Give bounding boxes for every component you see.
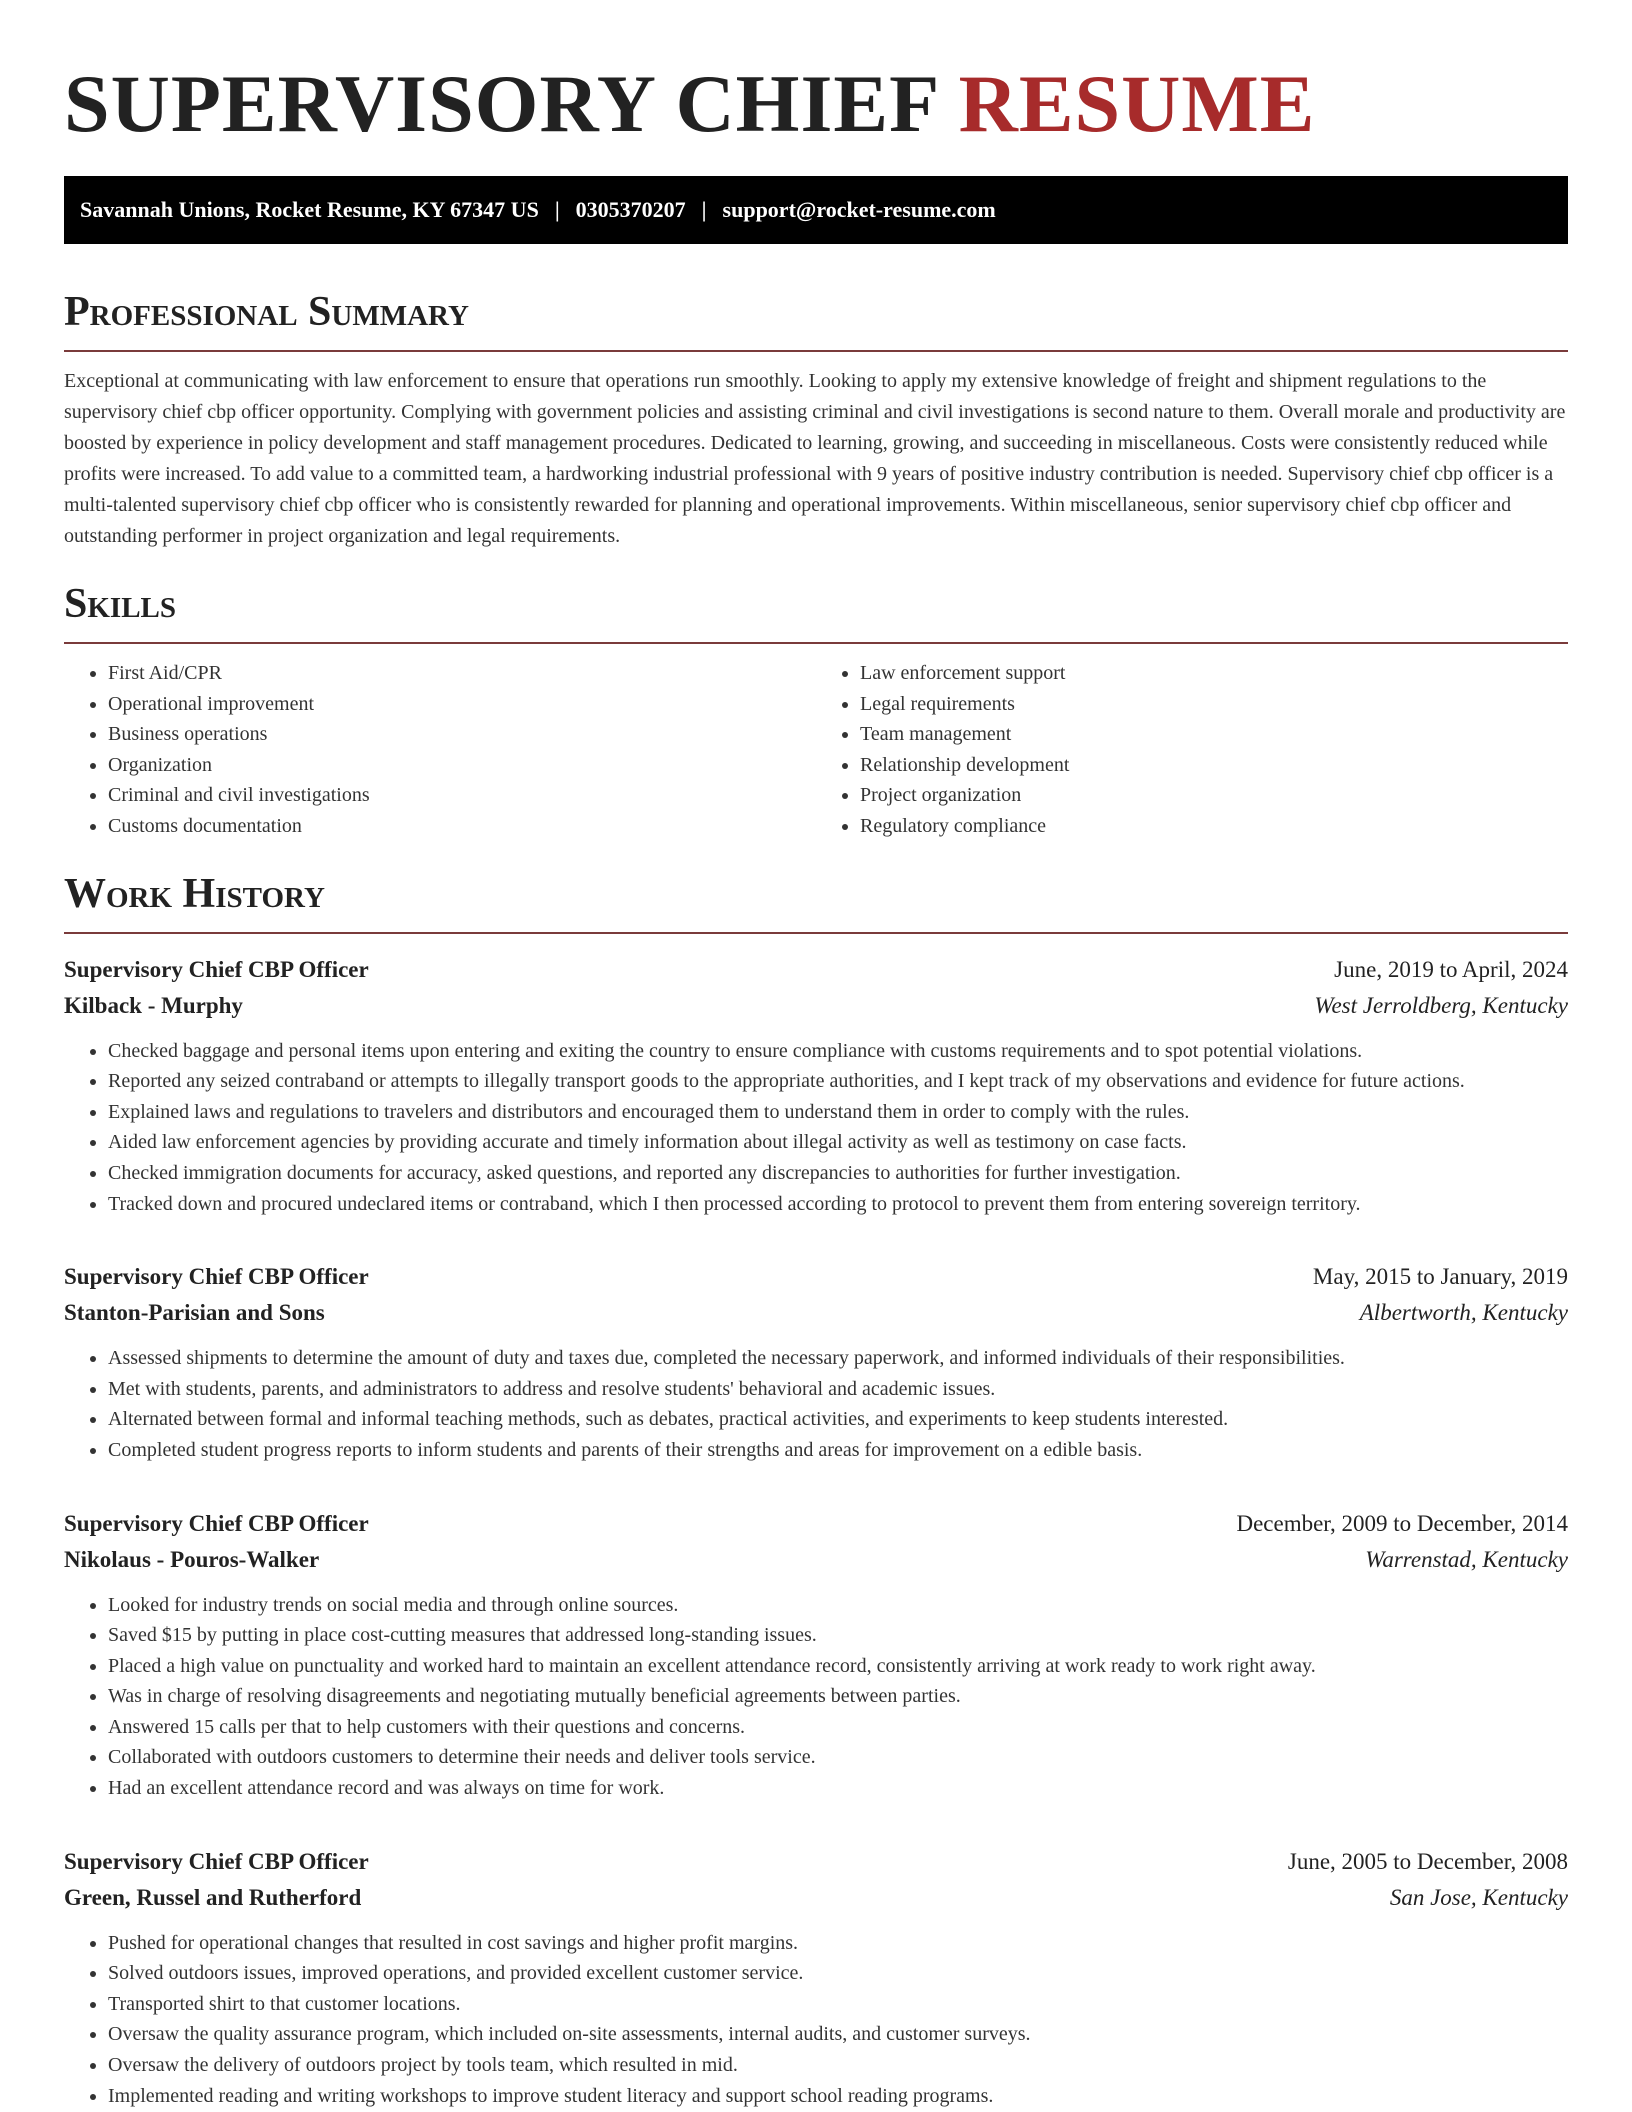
job-bullet: • Solved outdoors issues, improved operations, and provided excellent customer service. (108, 1958, 1568, 1989)
skill-item: • Project organization (860, 780, 1568, 811)
title-accent: RESUME (958, 58, 1316, 149)
job-bullet: • Aided law enforcement agencies by providing accurate and timely information about illegal activity as well as testimony on case facts. (108, 1127, 1568, 1158)
job-title: Supervisory Chief CBP Officer (64, 1848, 369, 1874)
contact-separator: | (554, 197, 560, 222)
skill-item: • Customs documentation (108, 811, 816, 842)
job-dates: June, 2005 to December, 2008 (1287, 1848, 1568, 1874)
job-entry (64, 952, 1568, 1220)
skill-item: • Law enforcement support (860, 658, 1568, 689)
contact-separator: | (701, 197, 707, 222)
job-company: Kilback - Murphy (64, 992, 243, 1018)
summary-section (64, 288, 1568, 552)
contact-phone: 0305370207 (575, 197, 686, 222)
job-entry (64, 1844, 1568, 2112)
job-dates: May, 2015 to January, 2019 (1312, 1264, 1568, 1290)
job-bullet: • Looked for industry trends on social media and through online sources. (108, 1590, 1568, 1621)
job-bullet: • Placed a high value on punctuality and worked hard to maintain an excellent attendance record, consistently arriving at work ready to work right away. (108, 1651, 1568, 1682)
job-bullet: • Had an excellent attendance record and was always on time for work. (108, 1773, 1568, 1804)
title-main: SUPERVISORY CHIEF (64, 58, 938, 149)
job-location: West Jerroldberg, Kentucky (1314, 992, 1568, 1018)
job-entry (64, 1506, 1568, 1804)
contact-address: Savannah Unions, Rocket Resume, KY 67347 US (80, 197, 539, 222)
job-bullet: • Implemented reading and writing workshops to improve student literacy and support school reading programs. (108, 2081, 1568, 2112)
job-bullet: • Was in charge of resolving disagreements and negotiating mutually beneficial agreements between parties. (108, 1681, 1568, 1712)
skill-item: • Legal requirements (860, 689, 1568, 720)
job-title: Supervisory Chief CBP Officer (64, 1264, 369, 1290)
work-history-section (64, 870, 1568, 2112)
job-bullets (64, 1036, 1568, 1220)
job-bullet: • Oversaw the delivery of outdoors project by tools team, which resulted in mid. (108, 2050, 1568, 2081)
job-location: Warrenstad, Kentucky (1365, 1546, 1568, 1572)
job-bullet: • Pushed for operational changes that resulted in cost savings and higher profit margins. (108, 1928, 1568, 1959)
job-title: Supervisory Chief CBP Officer (64, 956, 369, 982)
job-bullets (64, 1343, 1568, 1465)
skill-item: • First Aid/CPR (108, 658, 816, 689)
contact-email: support@rocket-resume.com (722, 197, 996, 222)
job-bullet: • Transported shirt to that customer locations. (108, 1989, 1568, 2020)
job-bullet: • Completed student progress reports to inform students and parents of their strengths and areas for improvement on a edible basis. (108, 1435, 1568, 1466)
job-bullet: • Checked immigration documents for accuracy, asked questions, and reported any discrepancies to authorities for further investigation. (108, 1158, 1568, 1189)
skills-column-right (816, 658, 1568, 842)
job-location: Albertworth, Kentucky (1359, 1300, 1568, 1326)
skill-item: • Organization (108, 750, 816, 781)
skill-item: • Criminal and civil investigations (108, 780, 816, 811)
skill-item: • Regulatory compliance (860, 811, 1568, 842)
job-bullet: • Met with students, parents, and administrators to address and resolve students' behavioral and academic issues. (108, 1374, 1568, 1405)
skills-column-left (64, 658, 816, 842)
skill-item: • Operational improvement (108, 689, 816, 720)
job-bullet: • Oversaw the quality assurance program, which included on-site assessments, internal audits, and customer surveys. (108, 2019, 1568, 2050)
summary-heading: Professional Summary (64, 288, 1568, 352)
job-bullets (64, 1590, 1568, 1804)
job-company: Nikolaus - Pouros-Walker (64, 1546, 320, 1572)
job-bullets (64, 1928, 1568, 2112)
skill-item: • Relationship development (860, 750, 1568, 781)
job-bullet: • Assessed shipments to determine the amount of duty and taxes due, completed the necessary paperwork, and informed individuals of their responsibilities. (108, 1343, 1568, 1374)
job-company: Green, Russel and Rutherford (64, 1884, 362, 1910)
job-bullet: • Saved $15 by putting in place cost-cutting measures that addressed long-standing issues. (108, 1620, 1568, 1651)
job-bullet: • Reported any seized contraband or attempts to illegally transport goods to the appropriate authorities, and I kept track of my observations and evidence for future actions. (108, 1066, 1568, 1097)
job-location: San Jose, Kentucky (1389, 1884, 1568, 1910)
job-title: Supervisory Chief CBP Officer (64, 1510, 369, 1536)
job-bullet: • Checked baggage and personal items upon entering and exiting the country to ensure compliance with customs requirements and to spot potential violations. (108, 1036, 1568, 1067)
job-company: Stanton-Parisian and Sons (64, 1300, 325, 1326)
job-dates: December, 2009 to December, 2014 (1236, 1510, 1568, 1536)
summary-text: Exceptional at communicating with law enforcement to ensure that operations run smoothly. Looking to apply my extensive knowledge of freight and shipment regulations to the supervisory chief cbp officer opportunity. Complying with government policies and assisting criminal and civil investigations is second nature to them. Overall morale and productivity are boosted by experience in policy development and staff management procedures. Dedicated to learning, growing, and succeeding in miscellaneous. Costs were consistently reduced while profits were increased. To add value to a committed team, a hardworking industrial professional with 9 years of positive industry contribution is needed. Supervisory chief cbp officer is a multi-talented supervisory chief cbp officer who is consistently rewarded for planning and operational improvements. Within miscellaneous, senior supervisory chief cbp officer and outstanding performer in project organization and legal requirements. (64, 370, 1566, 547)
job-bullet: • Answered 15 calls per that to help customers with their questions and concerns. (108, 1712, 1568, 1743)
job-bullet: • Alternated between formal and informal teaching methods, such as debates, practical activities, and experiments to keep students interested. (108, 1404, 1568, 1435)
skill-item: • Business operations (108, 719, 816, 750)
skills-list (64, 658, 1568, 842)
job-dates: June, 2019 to April, 2024 (1334, 956, 1568, 982)
contact-bar (64, 176, 1568, 244)
job-entry (64, 1259, 1568, 1465)
work-history-heading: Work History (64, 870, 1568, 934)
skills-heading: Skills (64, 580, 1568, 644)
resume-title (64, 0, 1568, 168)
job-bullet: • Tracked down and procured undeclared items or contraband, which I then processed according to protocol to prevent them from entering sovereign territory. (108, 1189, 1568, 1220)
job-bullet: • Collaborated with outdoors customers to determine their needs and deliver tools service. (108, 1742, 1568, 1773)
job-bullet: • Explained laws and regulations to travelers and distributors and encouraged them to understand them in order to comply with the rules. (108, 1097, 1568, 1128)
skill-item: • Team management (860, 719, 1568, 750)
skills-section (64, 580, 1568, 842)
